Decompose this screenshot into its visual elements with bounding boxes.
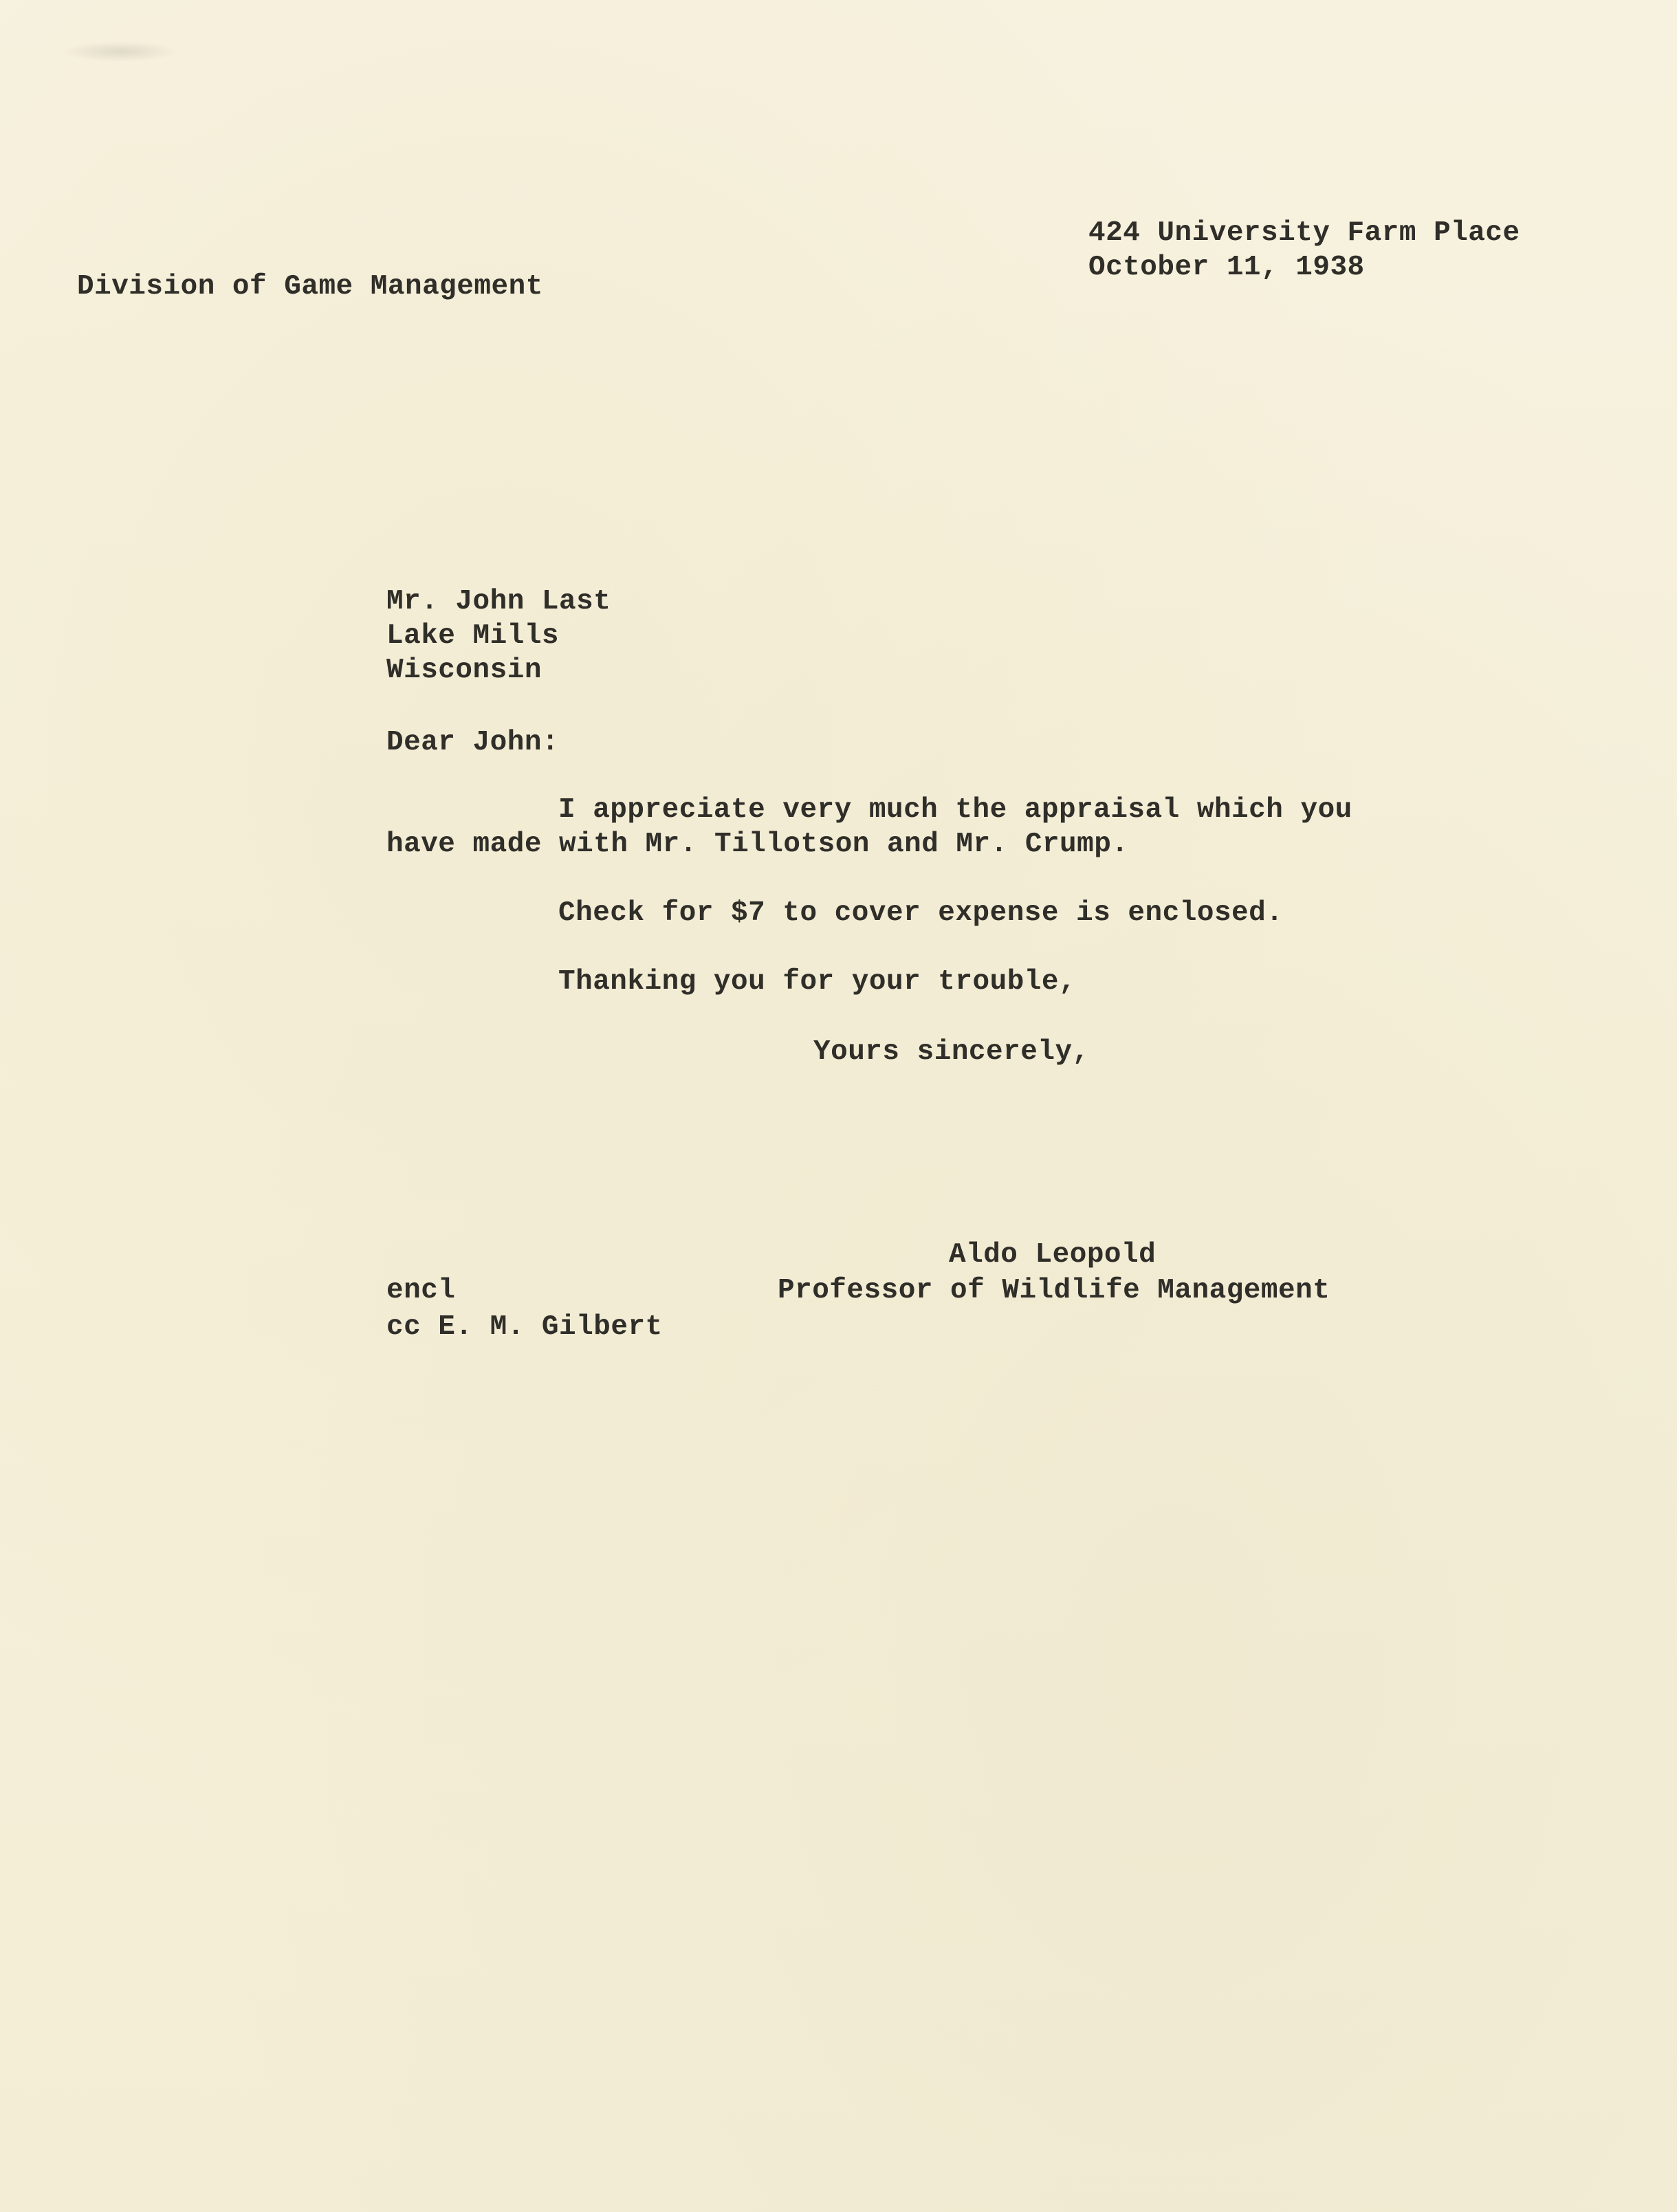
carbon-copy-note: cc E. M. Gilbert (386, 1311, 663, 1343)
body-paragraph-3: Thanking you for your trouble, (558, 966, 1077, 998)
body-paragraph-1-line-1: I appreciate very much the appraisal which you (558, 794, 1352, 826)
complimentary-close: Yours sincerely, (813, 1036, 1090, 1068)
body-paragraph-2: Check for $7 to cover expense is enclosed. (558, 897, 1284, 929)
recipient-name: Mr. John Last (386, 586, 611, 617)
recipient-city: Lake Mills (386, 620, 560, 652)
sender-address: 424 University Farm Place (1088, 217, 1520, 249)
paper-smudge (62, 41, 179, 62)
recipient-state: Wisconsin (386, 655, 542, 686)
enclosure-note: encl (386, 1275, 456, 1306)
body-paragraph-1-line-2: have made with Mr. Tillotson and Mr. Crump. (386, 829, 1129, 860)
division-heading: Division of Game Management (77, 271, 543, 303)
letter-date: October 11, 1938 (1088, 252, 1365, 283)
salutation: Dear John: (386, 727, 560, 758)
signer-name: Aldo Leopold (949, 1239, 1157, 1271)
signer-title: Professor of Wildlife Management (778, 1275, 1330, 1306)
